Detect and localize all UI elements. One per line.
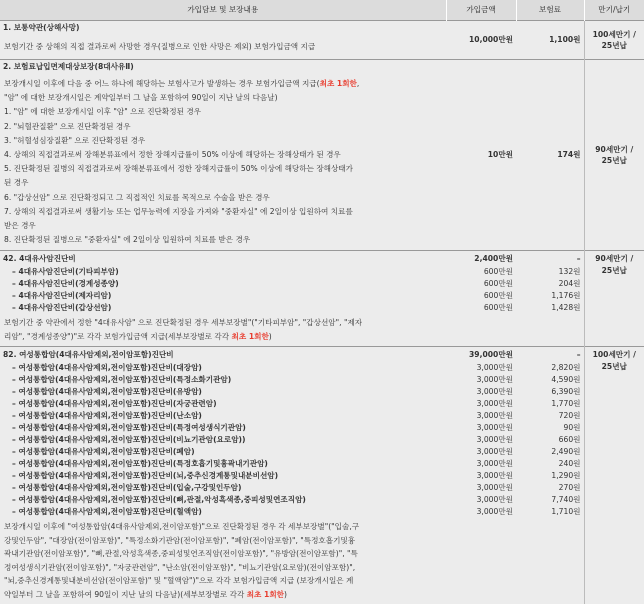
section-2-item: 1. "암" 에 대한 보장개시일 이후 "암" 으로 진단확정된 경우 (4, 107, 201, 117)
sub-coverage-name: – 4대유사암진단비(기타피부암) (0, 265, 446, 277)
sub-coverage-premium: 270원 (516, 481, 584, 493)
section-42-title: 42. 4대유사암진단비 (0, 251, 446, 266)
sub-coverage-amount: 600만원 (446, 289, 516, 301)
sub-coverage-amount: 3,000만원 (446, 385, 516, 397)
section-2-item: 받은 경우 (4, 221, 36, 231)
section-82-title: 82. 여성통합암(4대유사암제외,전이암포함)진단비 (0, 347, 446, 362)
sub-coverage-premium: 6,390원 (516, 385, 584, 397)
section-1-amount: 10,000만원 (446, 21, 516, 60)
section-82-term (584, 347, 644, 605)
table-row (0, 301, 644, 313)
table-row (0, 421, 644, 433)
section-2-premium: 174원 (516, 60, 584, 251)
section-2-desc (0, 74, 446, 251)
section-82-desc-text: 약일부터 그 날을 포함하여 90일이 지난 날의 다음날)(세부보장별로 각각 (4, 589, 247, 599)
table-row (0, 373, 644, 385)
sub-coverage-premium: 1,176원 (516, 289, 584, 301)
section-82-desc-line: 곽내기관암(전이암포함)", "뼈,관절,악성흑색종,중피성및연조직암(전이암포함)", "유방암(전이암포함)", "특 (4, 549, 358, 559)
section-82-desc-row (0, 517, 644, 604)
section-2-term-payment: 25년납 (601, 156, 627, 166)
section-42-term (584, 251, 644, 347)
table-row (0, 277, 644, 289)
section-2-item: 3. "허혈성심장질환" 으로 진단확정된 경우 (4, 135, 146, 145)
section-82-desc-line: "뇌,중추신경계통및내분비선암(전이암포함)" 및 "혈액암")"으로 각각 보험가입금액 지급 (보장개시일은 계 (4, 576, 354, 586)
section-1-term (584, 21, 644, 60)
section-2-item: 4. 상해의 직접결과로써 장해분류표에서 정한 장해지급률이 50% 이상에 해당하는 장해상태가 된 경우 (4, 150, 341, 160)
table-row (0, 445, 644, 457)
sub-coverage-premium: 240원 (516, 457, 584, 469)
section-42-desc-line2 (4, 330, 581, 344)
section-82-title-row (0, 347, 644, 362)
table-row (0, 361, 644, 373)
sub-coverage-name: – 여성통합암(4대유사암제외,전이암포함)진단비(난소암) (0, 409, 446, 421)
sub-coverage-name: – 여성통합암(4대유사암제외,전이암포함)진단비(혈액암) (0, 505, 446, 517)
sub-coverage-amount: 3,000만원 (446, 433, 516, 445)
section-42-premium: – (516, 251, 584, 266)
section-82-desc-line: 보장개시일 이후에 "여성통합암(4대유사암제외,전이암포함)"으로 진단확정된 경우 각 세부보장별"("입술,구 (4, 522, 360, 532)
section-1-title-row (0, 21, 644, 36)
sub-coverage-amount: 3,000만원 (446, 493, 516, 505)
sub-coverage-name: – 여성통합암(4대유사암제외,전이암포함)진단비(유방암) (0, 385, 446, 397)
table-row (0, 289, 644, 301)
sub-coverage-name: – 4대유사암진단비(제자리암) (0, 289, 446, 301)
section-2-title-row (0, 60, 644, 75)
section-42-title-row (0, 251, 644, 266)
sub-coverage-name: – 4대유사암진단비(경계성종양) (0, 277, 446, 289)
section-2-term-maturity: 90세만기 / (595, 144, 634, 154)
section-42-amount: 2,400만원 (446, 251, 516, 266)
sub-coverage-premium: 1,770원 (516, 397, 584, 409)
sub-coverage-name: – 여성통합암(4대유사암제외,전이암포함)진단비(비뇨기관암(요로암)) (0, 433, 446, 445)
sub-coverage-premium: 2,820원 (516, 361, 584, 373)
sub-coverage-amount: 3,000만원 (446, 397, 516, 409)
sub-coverage-amount: 600만원 (446, 265, 516, 277)
table-row (0, 433, 644, 445)
sub-coverage-premium: 132원 (516, 265, 584, 277)
sub-coverage-name: – 여성통합암(4대유사암제외,전이암포함)진단비(폐암) (0, 445, 446, 457)
sub-coverage-premium: 204원 (516, 277, 584, 289)
section-82-desc (0, 517, 584, 604)
section-2-item: 7. 상해의 직접결과로써 생활기능 또는 업무능력에 지장을 가져와 "중환자실" 에 2일이상 입원하여 치료를 (4, 206, 353, 216)
table-header (0, 0, 644, 21)
sub-coverage-name: – 여성통합암(4대유사암제외,전이암포함)진단비(자궁관련암) (0, 397, 446, 409)
section-2-term (584, 60, 644, 251)
section-2-item: 5. 진단확정된 질병의 직접결과로써 장해분류표에서 정한 장해지급률이 50% 이상에 해당하는 장해상태가 (4, 164, 354, 174)
section-42-desc (0, 313, 584, 347)
section-2-item: 6. "갑상선암" 으로 진단확정되고 그 직접적인 치료를 목적으로 수술을 받은 경우 (4, 192, 270, 202)
header-term: 만기/납기 (584, 0, 644, 21)
table-row (0, 385, 644, 397)
section-1-desc: 보험기간 중 상해의 직접 결과로써 사망한 경우(질병으로 인한 사망은 제외) 보험가입금액 지급 (0, 35, 446, 60)
sub-coverage-amount: 3,000만원 (446, 361, 516, 373)
sub-coverage-premium: 660원 (516, 433, 584, 445)
sub-coverage-amount: 3,000만원 (446, 445, 516, 457)
sub-coverage-amount: 3,000만원 (446, 373, 516, 385)
sub-coverage-amount: 600만원 (446, 301, 516, 313)
sub-coverage-amount: 3,000만원 (446, 457, 516, 469)
sub-coverage-name: – 여성통합암(4대유사암제외,전이암포함)진단비(특정소화기관암) (0, 373, 446, 385)
section-82-premium: – (516, 347, 584, 362)
table-row (0, 505, 644, 517)
sub-coverage-premium: 1,290원 (516, 469, 584, 481)
section-2-item: 된 경우 (4, 178, 29, 188)
sub-coverage-name: – 4대유사암진단비(갑상선암) (0, 301, 446, 313)
section-2-intro (4, 77, 443, 91)
section-82-desc-line: 강및인두암", "대장암(전이암포함)", "특정소화기관암(전이암포함)", "폐암(전이암포함)", "특정호흡기및흉 (4, 535, 356, 545)
sub-coverage-name: – 여성통합암(4대유사암제외,전이암포함)진단비(대장암) (0, 361, 446, 373)
sub-coverage-premium: 2,490원 (516, 445, 584, 457)
sub-coverage-amount: 600만원 (446, 277, 516, 289)
section-42-desc-row (0, 313, 644, 347)
section-2-amount: 10만원 (446, 60, 516, 251)
header-amount: 가입금액 (446, 0, 516, 21)
sub-coverage-premium: 720원 (516, 409, 584, 421)
section-82-limit-highlight: 최초 1회한 (246, 589, 284, 599)
table-row (0, 397, 644, 409)
section-42-term-payment: 25년납 (601, 265, 627, 275)
section-82-desc-close: ) (284, 589, 287, 599)
section-2-item: 8. 진단확정된 질병으로 "중환자실" 에 2일이상 입원하여 치료를 받은 경우 (4, 235, 251, 245)
section-42-desc-line1: 보험기간 중 약관에서 정한 "4대유사암" 으로 진단확정된 경우 세부보장별"("기타피부암", "갑상선암", "제자 (4, 318, 363, 328)
table-row (0, 457, 644, 469)
section-82-amount: 39,000만원 (446, 347, 516, 362)
section-82-desc-line: 정여성생식기관암(전이암포함)", "자궁관련암", "난소암(전이암포함)", "비뇨기관암(요로암)(전이암포함)", (4, 562, 356, 572)
table-row (0, 469, 644, 481)
table-row (0, 493, 644, 505)
sub-coverage-premium: 1,710원 (516, 505, 584, 517)
header-premium: 보험료 (516, 0, 584, 21)
sub-coverage-premium: 90원 (516, 421, 584, 433)
table-row (0, 265, 644, 277)
sub-coverage-name: – 여성통합암(4대유사암제외,전이암포함)진단비(특정여성생식기관암) (0, 421, 446, 433)
section-1-title: 1. 보통약관(상해사망) (0, 21, 446, 36)
sub-coverage-amount: 3,000만원 (446, 505, 516, 517)
section-2-intro2: "암" 에 대한 보장개시일은 계약일부터 그 날을 포함하여 90일이 지난 날의 다음날) (4, 93, 278, 103)
section-1-term-payment: 25년납 (601, 41, 627, 50)
sub-coverage-name: – 여성통합암(4대유사암제외,전이암포함)진단비(특정호흡기및흉곽내기관암) (0, 457, 446, 469)
section-2-title: 2. 보험료납입면제대상보장(8대사유Ⅱ) (0, 60, 446, 75)
section-42-desc-close: ) (268, 331, 272, 341)
sub-coverage-premium: 7,740원 (516, 493, 584, 505)
header-coverage: 가입담보 및 보장내용 (0, 0, 446, 21)
sub-coverage-premium: 1,428원 (516, 301, 584, 313)
section-82-term-maturity: 100세만기 / (592, 350, 636, 360)
sub-coverage-amount: 3,000만원 (446, 409, 516, 421)
section-2-limit-highlight: 최초 1회한 (319, 79, 357, 88)
sub-coverage-name: – 여성통합암(4대유사암제외,전이암포함)진단비(뼈,관절,악성흑색종,중피성및연조직암) (0, 493, 446, 505)
sub-coverage-name: – 여성통합암(4대유사암제외,전이암포함)진단비(입술,구강및인두암) (0, 481, 446, 493)
section-42-limit-highlight: 최초 1회한 (231, 331, 269, 341)
section-82-term-payment: 25년납 (601, 361, 627, 371)
section-82-desc-line (4, 588, 581, 602)
table-row (0, 481, 644, 493)
section-2-intro-text: 보장개시일 이후에 다음 중 어느 하나에 해당하는 보험사고가 발생하는 경우 보험가입금액 지급( (4, 79, 320, 88)
table-row (0, 409, 644, 421)
sub-coverage-amount: 3,000만원 (446, 421, 516, 433)
section-42-desc-text: 리암", "경계성종양")"로 각각 보험가입금액 지급(세부보장별로 각각 (4, 331, 232, 341)
section-2-intro-comma: , (356, 79, 360, 88)
sub-coverage-amount: 3,000만원 (446, 469, 516, 481)
section-1-premium: 1,100원 (516, 21, 584, 60)
section-1-term-maturity: 100세만기 / (592, 29, 636, 39)
sub-coverage-amount: 3,000만원 (446, 481, 516, 493)
sub-coverage-premium: 4,590원 (516, 373, 584, 385)
sub-coverage-name: – 여성통합암(4대유사암제외,전이암포함)진단비(뇌,중추신경계통및내분비선암) (0, 469, 446, 481)
section-42-term-maturity: 90세만기 / (595, 254, 634, 264)
section-2-item: 2. "뇌혈관질환" 으로 진단확정된 경우 (4, 121, 131, 131)
